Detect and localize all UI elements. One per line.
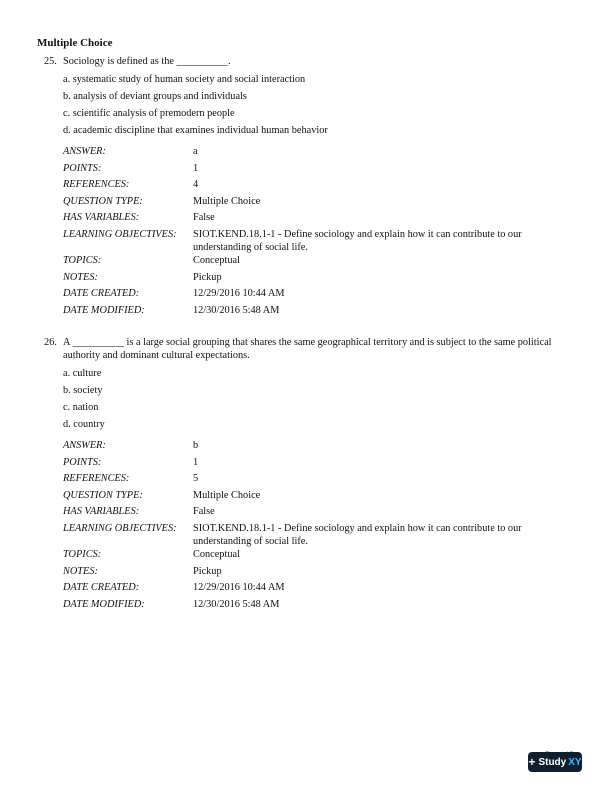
meta-label: HAS VARIABLES: bbox=[63, 506, 140, 518]
meta-row bbox=[63, 254, 564, 271]
meta-label: TOPICS: bbox=[63, 254, 102, 266]
meta-value: SIOT.KEND.18.1-1 - Define sociology and explain how it can contribute to our understanding of social life. bbox=[193, 522, 522, 547]
meta-value: 1 bbox=[193, 162, 199, 174]
meta-label: LEARNING OBJECTIVES: bbox=[63, 522, 177, 534]
meta-value: Conceptual bbox=[193, 548, 240, 560]
option-b: b. analysis of deviant groups and individuals bbox=[63, 91, 247, 102]
meta-row bbox=[63, 211, 564, 228]
meta-value: 5 bbox=[193, 473, 199, 485]
question-metadata bbox=[63, 439, 564, 614]
question-metadata bbox=[63, 145, 564, 320]
meta-label: NOTES: bbox=[63, 565, 98, 577]
meta-label: LEARNING OBJECTIVES: bbox=[63, 228, 177, 240]
meta-row bbox=[63, 456, 564, 473]
meta-label: HAS VARIABLES: bbox=[63, 212, 140, 224]
meta-value: a bbox=[193, 146, 198, 157]
meta-label: REFERENCES: bbox=[63, 473, 130, 485]
meta-label: TOPICS: bbox=[63, 548, 102, 560]
meta-row bbox=[63, 228, 564, 254]
meta-label: DATE CREATED: bbox=[63, 582, 140, 594]
meta-label: DATE MODIFIED: bbox=[63, 304, 145, 316]
answer-options bbox=[63, 71, 564, 139]
meta-label: POINTS: bbox=[63, 162, 102, 174]
meta-label: ANSWER: bbox=[63, 440, 106, 451]
question-stem bbox=[44, 336, 564, 362]
meta-row bbox=[63, 472, 564, 489]
section-title: Multiple Choice bbox=[37, 37, 113, 49]
option-d: d. academic discipline that examines individual human behavior bbox=[63, 125, 328, 136]
meta-row bbox=[63, 505, 564, 522]
meta-row bbox=[63, 581, 564, 598]
answer-options bbox=[63, 365, 564, 433]
meta-row bbox=[63, 439, 564, 456]
meta-row bbox=[63, 565, 564, 582]
meta-row bbox=[63, 489, 564, 506]
brand-prefix: Study bbox=[538, 756, 567, 768]
meta-row bbox=[63, 178, 564, 195]
meta-value: Multiple Choice bbox=[193, 195, 261, 207]
meta-value: 4 bbox=[193, 179, 199, 191]
meta-value: False bbox=[193, 212, 215, 224]
studyxy-logo-badge[interactable] bbox=[528, 752, 582, 772]
brand-suffix: XY bbox=[568, 756, 582, 768]
meta-label: REFERENCES: bbox=[63, 179, 130, 191]
meta-value: Pickup bbox=[193, 565, 222, 577]
meta-row bbox=[63, 145, 564, 162]
question-25 bbox=[44, 55, 564, 320]
option-d: d. country bbox=[63, 419, 105, 430]
question-text: A __________ is a large social grouping that shares the same geographical territory and is subject to the same political authority and dominant cultural expectations. bbox=[63, 337, 552, 361]
option-a: a. systematic study of human society and social interaction bbox=[63, 74, 306, 85]
meta-value: 12/30/2016 5:48 AM bbox=[193, 304, 280, 316]
option-c: c. nation bbox=[63, 402, 99, 413]
meta-value: 1 bbox=[193, 456, 199, 468]
meta-row bbox=[63, 287, 564, 304]
meta-label: QUESTION TYPE: bbox=[63, 489, 143, 501]
meta-row bbox=[63, 162, 564, 179]
meta-value: Pickup bbox=[193, 271, 222, 283]
plus-icon: + bbox=[528, 755, 536, 769]
meta-value: Conceptual bbox=[193, 254, 240, 266]
meta-row bbox=[63, 598, 564, 615]
meta-value: 12/29/2016 10:44 AM bbox=[193, 582, 285, 594]
meta-value: False bbox=[193, 506, 215, 518]
meta-row bbox=[63, 522, 564, 548]
meta-value: SIOT.KEND.18.1-1 - Define sociology and explain how it can contribute to our understanding of social life. bbox=[193, 228, 522, 253]
meta-value: 12/29/2016 10:44 AM bbox=[193, 288, 285, 300]
question-number: 26. bbox=[44, 337, 57, 348]
meta-label: POINTS: bbox=[63, 456, 102, 468]
option-b: b. society bbox=[63, 385, 103, 396]
meta-label: DATE MODIFIED: bbox=[63, 598, 145, 610]
question-number: 25. bbox=[44, 56, 57, 67]
meta-row bbox=[63, 548, 564, 565]
meta-label: ANSWER: bbox=[63, 146, 106, 157]
meta-value: b bbox=[193, 440, 199, 451]
meta-row bbox=[63, 271, 564, 288]
option-c: c. scientific analysis of premodern people bbox=[63, 108, 235, 119]
question-26 bbox=[44, 336, 564, 614]
meta-row bbox=[63, 304, 564, 321]
option-a: a. culture bbox=[63, 368, 102, 379]
question-stem bbox=[44, 55, 564, 68]
question-text: Sociology is defined as the __________. bbox=[63, 56, 231, 67]
meta-label: DATE CREATED: bbox=[63, 288, 140, 300]
meta-row bbox=[63, 195, 564, 212]
meta-label: QUESTION TYPE: bbox=[63, 195, 143, 207]
meta-value: Multiple Choice bbox=[193, 489, 261, 501]
meta-label: NOTES: bbox=[63, 271, 98, 283]
meta-value: 12/30/2016 5:48 AM bbox=[193, 598, 280, 610]
